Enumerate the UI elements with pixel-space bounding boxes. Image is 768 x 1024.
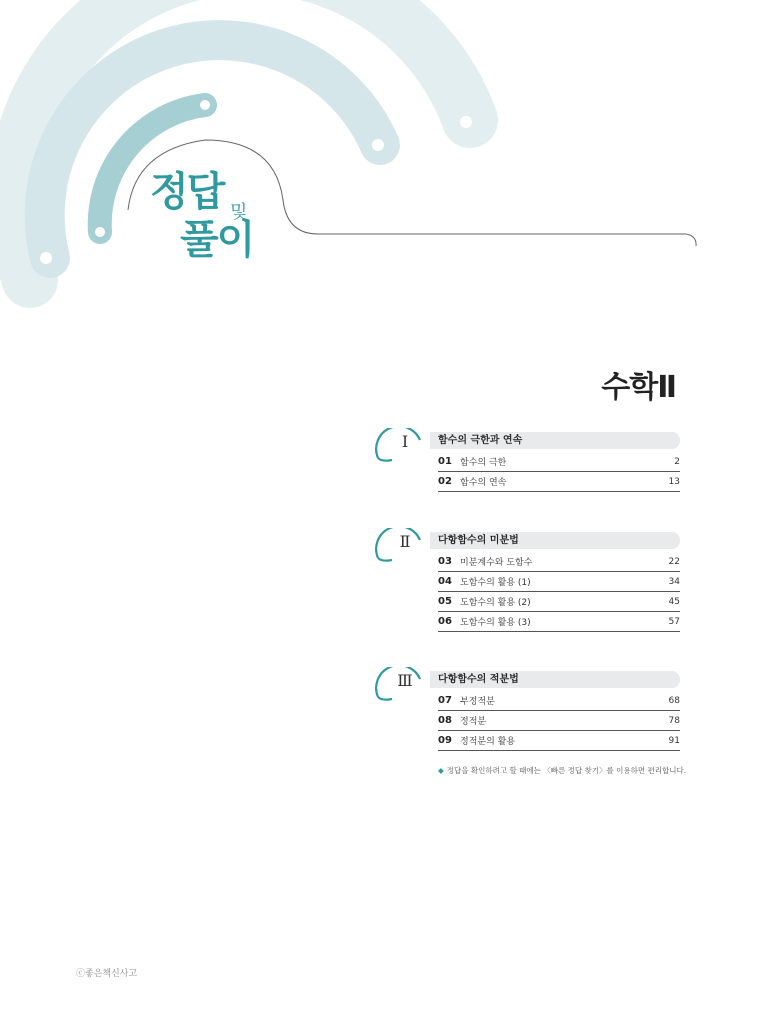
toc-item[interactable] — [438, 691, 680, 711]
chapter-numeral: Ⅱ — [399, 532, 411, 551]
subject-title: 수학Ⅱ — [601, 370, 676, 405]
title-solution: 풀이 — [180, 217, 254, 263]
toc-item[interactable] — [438, 592, 680, 612]
decorative-arcs — [0, 0, 768, 320]
chapter-title: 다항함수의 미분법 — [430, 532, 680, 549]
section-list — [438, 691, 680, 751]
section-list — [438, 452, 680, 492]
section-name: 도함수의 활용 (2) — [460, 598, 531, 608]
arc-dot — [95, 227, 105, 237]
section-page: 45 — [668, 596, 680, 607]
section-page: 57 — [668, 616, 680, 627]
section-number: 07 — [438, 695, 452, 706]
toc-item[interactable] — [438, 472, 680, 492]
arc-dot — [372, 139, 384, 151]
toc-item[interactable] — [438, 452, 680, 472]
toc-item[interactable] — [438, 711, 680, 731]
chapter-title: 다항함수의 적분법 — [430, 671, 680, 688]
section-page: 68 — [668, 695, 680, 706]
section-page: 2 — [674, 456, 680, 467]
section-name: 정적분의 활용 — [460, 737, 516, 747]
toc-item[interactable] — [438, 612, 680, 632]
section-name: 미분계수와 도함수 — [460, 558, 533, 568]
section-number: 03 — [438, 556, 452, 567]
section-page: 13 — [668, 476, 680, 487]
title-connector: 및 — [230, 202, 248, 223]
section-number: 08 — [438, 715, 452, 726]
section-list — [438, 552, 680, 632]
section-number: 04 — [438, 576, 452, 587]
chapter-numeral: Ⅲ — [397, 671, 413, 690]
section-page: 22 — [668, 556, 680, 567]
section-page: 91 — [668, 735, 680, 746]
section-name: 정적분 — [460, 717, 487, 727]
section-number: 02 — [438, 476, 452, 487]
arc-dot — [200, 100, 210, 110]
chapter-title: 함수의 극한과 연속 — [430, 432, 680, 449]
title-answer: 정답 — [150, 169, 224, 215]
section-number: 06 — [438, 616, 452, 627]
diamond-bullet-icon: ◆ — [438, 766, 444, 775]
section-page: 78 — [668, 715, 680, 726]
arc-dot — [40, 252, 52, 264]
footnote-text: 정답을 확인하려고 할 때에는 〈빠른 정답 찾기〉를 이용하면 편리합니다. — [446, 766, 687, 775]
section-number: 05 — [438, 596, 452, 607]
section-name: 함수의 연속 — [460, 478, 507, 488]
section-name: 도함수의 활용 (3) — [460, 618, 531, 628]
section-name: 도함수의 활용 (1) — [460, 578, 531, 588]
footnote — [438, 765, 686, 776]
section-name: 부정적분 — [460, 697, 495, 707]
toc-item[interactable] — [438, 572, 680, 592]
toc-item[interactable] — [438, 552, 680, 572]
arc-dot — [460, 116, 472, 128]
chapter-numeral: Ⅰ — [401, 432, 409, 451]
toc-item[interactable] — [438, 731, 680, 751]
section-page: 34 — [668, 576, 680, 587]
section-number: 09 — [438, 735, 452, 746]
section-number: 01 — [438, 456, 452, 467]
copyright: ⓒ좋은책신사고 — [76, 969, 138, 979]
section-name: 함수의 극한 — [460, 458, 507, 468]
